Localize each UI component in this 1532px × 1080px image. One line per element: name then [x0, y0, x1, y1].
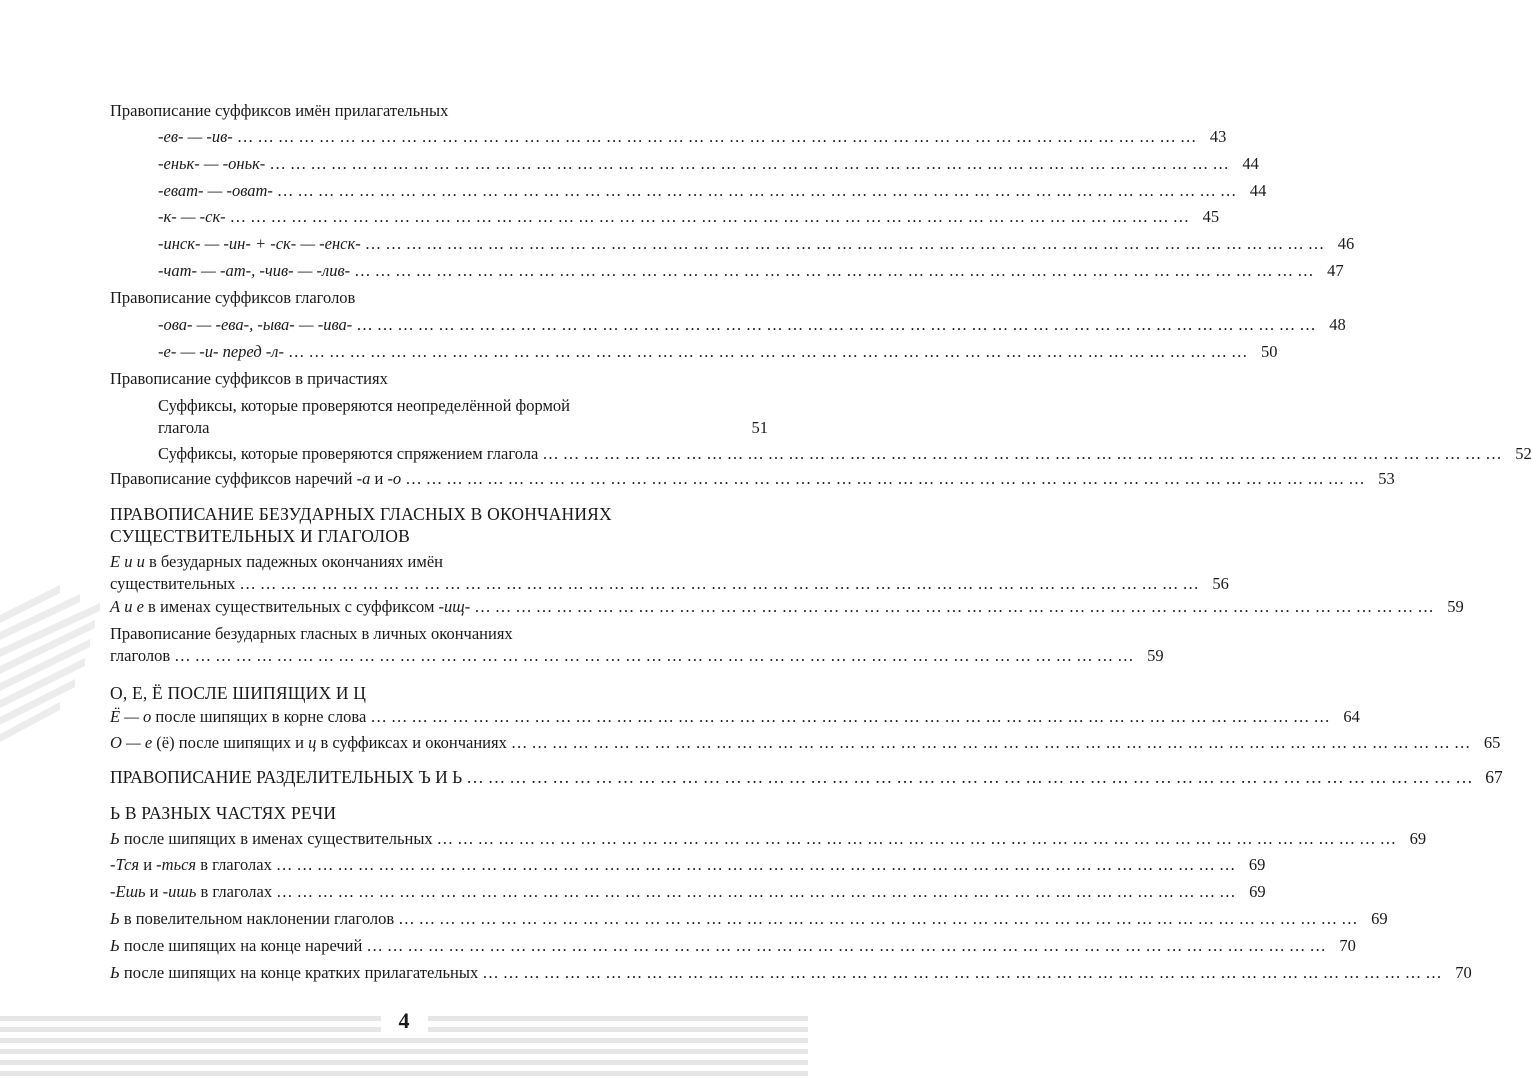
toc-entry[interactable]: -Ешь и -ишь в глаголах …………………………………………………………………………………………………………………………… 69 [110, 882, 1266, 901]
group-heading-verb-suffixes: Правописание суффиксов глаголов [110, 288, 356, 307]
toc-entry[interactable]: -чат- — -ат-, -чив- — -лив- …………………………………………………………………………………………………………………………… 47 [158, 261, 1344, 280]
toc-entry[interactable]: Суффиксы, которые проверяются неопределённой формой глагола 51 [158, 396, 768, 437]
toc-entry[interactable]: -еньк- — -оньк- …………………………………………………………………………………………………………………………… 44 [158, 154, 1259, 173]
toc-entry[interactable]: Ь после шипящих на конце кратких прилагательных …………………………………………………………………………………………………………………………… 70 [110, 963, 1472, 982]
toc-entry[interactable]: ПРАВОПИСАНИЕ РАЗДЕЛИТЕЛЬНЫХ Ъ И Ь …………………………………………………………………………………………………………………………… 67 [110, 767, 1503, 787]
toc-entry[interactable]: -еват- — -оват- …………………………………………………………………………………………………………………………… 44 [158, 181, 1267, 200]
toc-entry[interactable]: А и е в именах существительных с суффиксом -ищ- …………………………………………………………………………………………………………………………… 59 [110, 597, 1464, 616]
toc-entry[interactable]: -инск- — -ин- + -ск- — -енск- …………………………………………………………………………………………………………………………… 46 [158, 234, 1355, 253]
toc-entry[interactable]: Ь после шипящих на конце наречий …………………………………………………………………………………………………………………………… 70 [110, 936, 1356, 955]
toc-entry[interactable]: Ь в повелительном наклонении глаголов …………………………………………………………………………………………………………………………… 69 [110, 909, 1388, 928]
toc-entry[interactable]: О — е (ё) после шипящих и ц в суффиксах и окончаниях …………………………………………………………………………………………………………………………… 65 [110, 733, 1501, 752]
toc-entry[interactable]: -к- — -ск- …………………………………………………………………………………………………………………………… 45 [158, 207, 1220, 226]
toc-entry[interactable]: -ова- — -ева-, -ыва- — -ива- …………………………………………………………………………………………………………………………… 48 [158, 315, 1346, 334]
section-title: О, Е, Ё ПОСЛЕ ШИПЯЩИХ И Ц [110, 683, 367, 703]
toc-entry[interactable]: -ев- — -ив- …………………………………………………………………………………………………………………………… 43 [158, 127, 1227, 146]
page-number: 4 [0, 1008, 808, 1034]
toc-entry[interactable]: Правописание безударных гласных в личных окончаниях глаголов …………………………………………………………………………………………………………………………… 59 [110, 624, 1164, 665]
toc-entry[interactable]: Ё — о после шипящих в корне слова …………………………………………………………………………………………………………………………… 64 [110, 707, 1360, 726]
toc-entry[interactable]: Ь после шипящих в именах существительных …………………………………………………………………………………………………………………………… 69 [110, 829, 1427, 848]
toc-entry[interactable]: Правописание суффиксов наречий -а и -о …………………………………………………………………………………………………………………………… 53 [110, 469, 1395, 488]
toc-entry[interactable]: -е- — -и- перед -л- …………………………………………………………………………………………………………………………… 50 [158, 342, 1278, 361]
group-heading-participle-suffixes: Правописание суффиксов в причастиях [110, 369, 388, 388]
toc-entry[interactable]: -Тся и -ться в глаголах …………………………………………………………………………………………………………………………… 69 [110, 855, 1266, 874]
toc-entry[interactable]: Суффиксы, которые проверяются спряжением глагола …………………………………………………………………………………………………………………………… 52 [158, 444, 1532, 463]
section-title: ПРАВОПИСАНИЕ БЕЗУДАРНЫХ ГЛАСНЫХ В ОКОНЧАНИЯХ СУЩЕСТВИТЕЛЬНЫХ И ГЛАГОЛОВ [110, 504, 612, 546]
group-heading-adjective-suffixes: Правописание суффиксов имён прилагательных [110, 101, 449, 120]
toc-entry[interactable]: Е и и в безударных падежных окончаниях имён существительных …………………………………………………………………………………………………………………………… 56 [110, 552, 1229, 593]
section-title: Ь В РАЗНЫХ ЧАСТЯХ РЕЧИ [110, 803, 337, 823]
